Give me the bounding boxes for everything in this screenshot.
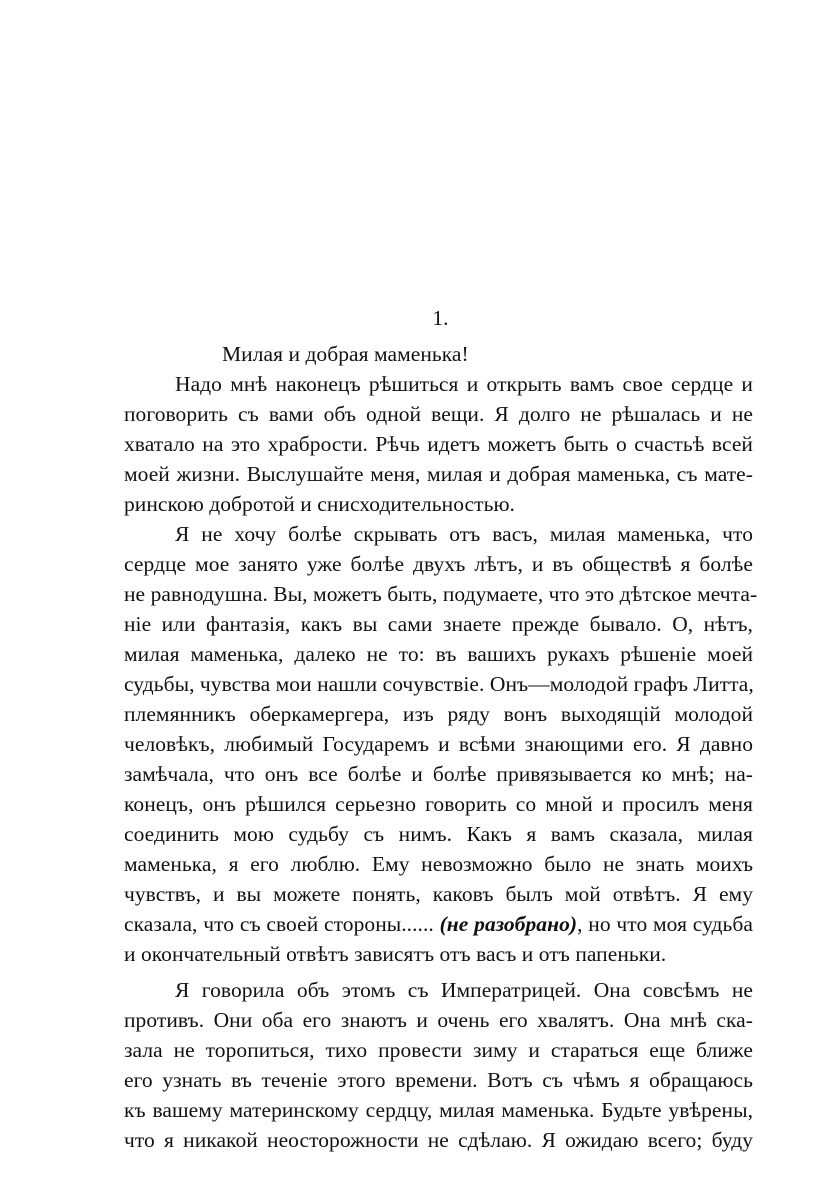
text-line: что я никакой неосторожности не сдѣлаю. Я ожидаю всего; буду (124, 1128, 753, 1152)
text-fragment: , но что моя судьба (577, 912, 753, 936)
text-line: ринскою добротой и снисходительностью. (124, 492, 515, 516)
paragraph-3 (124, 975, 753, 1155)
text-line: сердце мое занято уже болѣе двухъ лѣтъ, и въ обществѣ я болѣе (124, 552, 753, 576)
text-line: зала не торопиться, тихо провести зиму и стараться еще ближе (124, 1038, 753, 1062)
letter-text (124, 303, 758, 1155)
text-line: милая маменька, далеко не то: въ вашихъ рукахъ рѣшеніе моей (124, 642, 753, 666)
text-fragment: сказала, что съ своей стороны...... (124, 912, 434, 936)
text-line: Я не хочу болѣе скрывать отъ васъ, милая маменька, что (175, 522, 753, 546)
page-number: 1. (432, 306, 449, 330)
text-line: хватало на это храбрости. Рѣчь идетъ можетъ быть о счастьѣ всей (124, 432, 753, 456)
text-line: моей жизни. Выслушайте меня, милая и добрая маменька, съ мате- (124, 462, 753, 486)
text-line: судьбы, чувства мои нашли сочувствіе. Онъ—молодой графъ Литта, (124, 672, 754, 696)
text-line: Надо мнѣ наконецъ рѣшиться и открыть вамъ свое сердце и (175, 372, 753, 396)
text-line: замѣчала, что онъ все болѣе и болѣе привязывается ко мнѣ; на- (124, 762, 753, 786)
text-line: конецъ, онъ рѣшился серьезно говорить со мной и просилъ меня (124, 792, 753, 816)
text-line: ніе или фантазія, какъ вы сами знаете прежде бывало. О, нѣтъ, (124, 612, 753, 636)
text-line: поговорить съ вами объ одной вещи. Я долго не рѣшалась и не (124, 402, 753, 426)
text-line: человѣкъ, любимый Государемъ и всѣми знающими его. Я давно (124, 732, 753, 756)
text-line: соединить мою судьбу съ нимъ. Какъ я вамъ сказала, милая (124, 822, 753, 846)
text-line: маменька, я его люблю. Ему невозможно было не знать моихъ (124, 852, 753, 876)
text-line-with-note (124, 909, 753, 939)
text-line: и окончательный отвѣтъ зависятъ отъ васъ и отъ папеньки. (124, 942, 667, 966)
text-line: Я говорила объ этомъ съ Императрицей. Она совсѣмъ не (175, 978, 753, 1002)
text-line: не равнодушна. Вы, можетъ быть, подумаете, что это дѣтское мечта- (124, 582, 758, 606)
text-line: его узнать въ теченіе этого времени. Вотъ съ чѣмъ я обращаюсь (124, 1068, 753, 1092)
salutation: Милая и добрая маменька! (222, 342, 469, 366)
text-line: племянникъ оберкамергера, изъ ряду вонъ выходящій молодой (124, 702, 753, 726)
paragraph-1 (124, 369, 753, 519)
editorial-note: (не разобрано) (439, 912, 578, 936)
paragraph-2 (124, 519, 758, 969)
text-line: чувствъ, и вы можете понять, каковъ былъ мой отвѣтъ. Я ему (124, 882, 753, 906)
text-line: противъ. Они оба его знаютъ и очень его хвалятъ. Она мнѣ ска- (124, 1008, 753, 1032)
text-line: къ вашему материнскому сердцу, милая маменька. Будьте увѣрены, (124, 1098, 753, 1122)
